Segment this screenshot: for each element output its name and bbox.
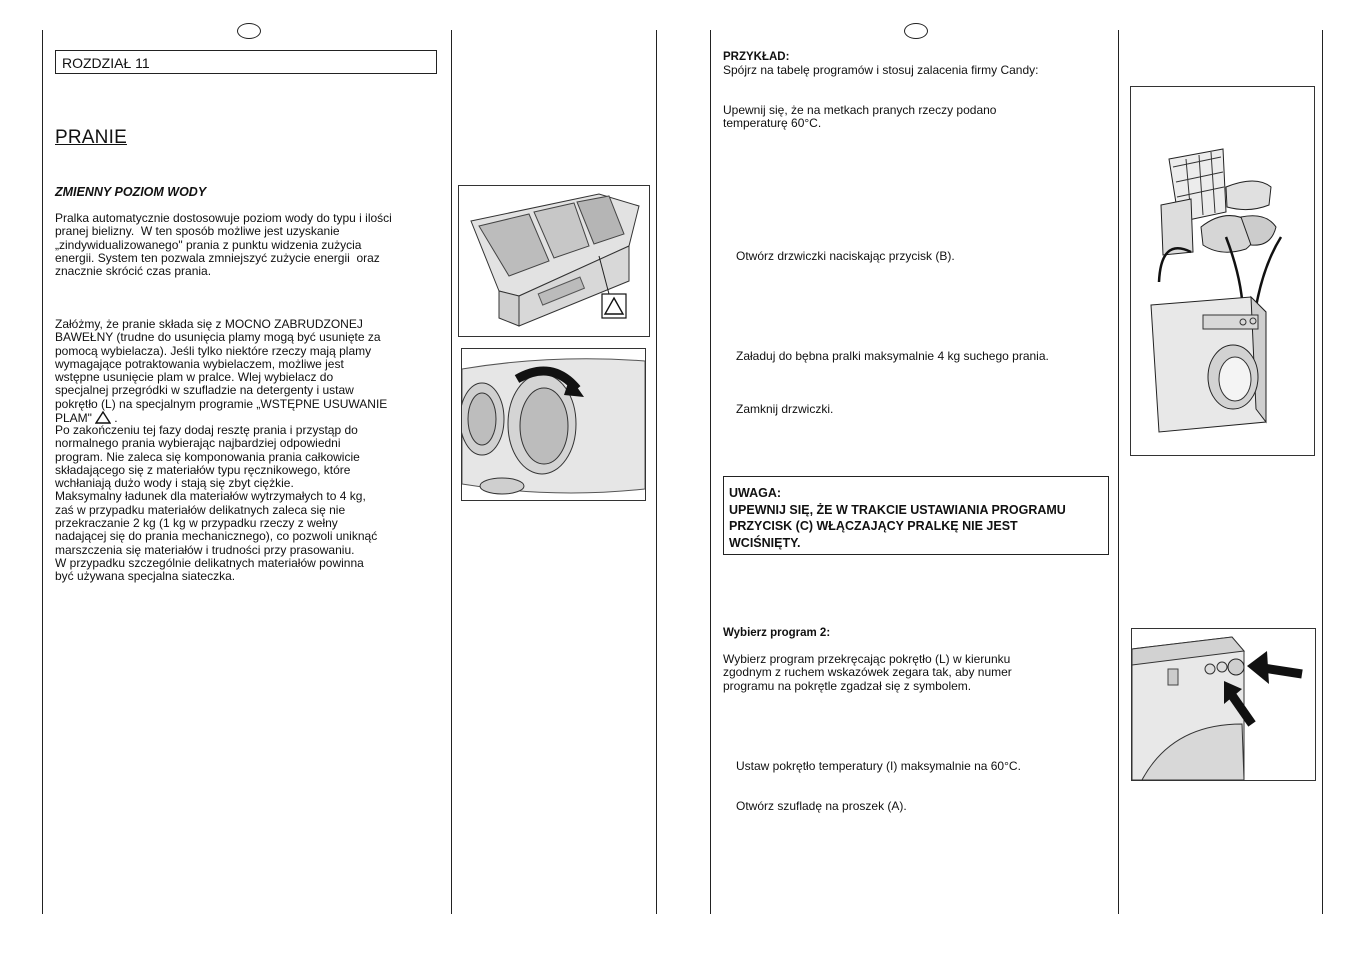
left-page-edge-line bbox=[656, 30, 657, 914]
step-load-drum: Załaduj do bębna pralki maksymalnie 4 kg suchego prania. bbox=[736, 349, 1049, 363]
right-column-divider bbox=[1118, 30, 1119, 914]
program-knob-figure bbox=[461, 348, 646, 501]
right-page-margin-line bbox=[710, 30, 711, 914]
step-set-temperature: Ustaw pokrętło temperatury (I) maksymalnie na 60°C. bbox=[736, 759, 1021, 773]
warning-box: UWAGA: UPEWNIJ SIĘ, ŻE W TRAKCIE USTAWIANIA PROGRAMU PRZYCISK (C) WŁĄCZAJĄCY PRALKĘ NIE JEST WCIŚNIĘTY. bbox=[723, 476, 1109, 555]
step-open-drawer: Otwórz szufladę na proszek (A). bbox=[736, 799, 907, 813]
step-open-door: Otwórz drzwiczki naciskając przycisk (B). bbox=[736, 249, 955, 263]
section-heading: ZMIENNY POZIOM WODY bbox=[55, 185, 207, 199]
page-title: PRANIE bbox=[55, 127, 127, 148]
paragraph-stain-removal-text: Załóżmy, że pranie składa się z MOCNO ZABRUDZONEJ BAWEŁNY (trudne do usunięcia plamy mogą być usunięte za pomocą wybielacza). Jeśli tylko niektóre rzeczy mają plamy wymagające potraktowania wybielaczem, możliwe jest wstępne usunięcie plam w pralce. Wlej wybielacz do specjalnej przegródki w szufladzie na detergenty i ustaw pokrętło (L) na specjalnym programie „WSTĘPNE USUWANIE PLAM" bbox=[55, 317, 388, 426]
paragraph-water-level: Pralka automatycznie dostosowuje poziom wody do typu i ilości pranej bielizny. W ten sposób możliwe jest uzyskanie „zindywidualizowanego" prania z punktu widzenia zużycia energii. System ten pozwala zmniejszyć zużycie energii oraz znacznie skrócić czas prania. bbox=[55, 211, 392, 279]
language-badge-right bbox=[904, 23, 928, 39]
example-text: Spójrz na tabelę programów i stosuj zalacenia firmy Candy: bbox=[723, 63, 1039, 77]
step-select-program: Wybierz program przekręcając pokrętło (L) w kierunku zgodnym z ruchem wskazówek zegara tak, aby numer programu na pokrętle zgadzał się z symbolem. bbox=[723, 652, 1012, 693]
example-label: PRZYKŁAD: bbox=[723, 51, 790, 63]
laundry-loading-figure bbox=[1130, 86, 1315, 456]
right-page-edge-line bbox=[1322, 30, 1323, 914]
step-close-door: Zamknij drzwiczki. bbox=[736, 402, 834, 416]
chapter-box: ROZDZIAŁ 11 bbox=[55, 50, 437, 74]
paragraph-stain-removal: Załóżmy, że pranie składa się z MOCNO ZABRUDZONEJ BAWEŁNY (trudne do usunięcia plamy mogą być usunięte za pomocą wybielacza). Jeśli tylko niektóre rzeczy mają plamy wymagające potraktowania wybielaczem, możliwe jest wstępne usunięcie plam w pralce. Wlej wybielacz do specjalnej przegródki w szufladzie na detergenty i ustaw pokrętło (L) na specjalnym programie „WSTĘPNE USUWANIE PLAM" . bbox=[55, 317, 388, 426]
left-column-divider bbox=[451, 30, 452, 914]
left-page-margin-line bbox=[42, 30, 43, 914]
paragraph-load-advice: Po zakończeniu tej fazy dodaj resztę prania i przystąp do normalnego prania wybierając najbardziej odpowiedni program. Nie zaleca się komponowania prania całkowicie składającego się z materiałów typu ręcznikowego, które wchłaniają dużo wody i stają się zbyt ciężkie. Maksymalny ładunek dla materiałów wytrzymałych to 4 kg, zaś w przypadku materiałów delikatnych zaleca się nie przekraczanie 2 kg (1 kg w przypadku rzeczy z wełny nadającej się do prania mechanicznego), co pozwoli uniknąć marszczenia się materiałów i trudności przy prasowaniu. W przypadku szczególnie delikatnych materiałów powinna być używana specjalna siateczka. bbox=[55, 423, 378, 584]
step-check-labels: Upewnij się, że na metkach pranych rzeczy podano temperaturę 60°C. bbox=[723, 103, 997, 131]
program-heading: Wybierz program 2: bbox=[723, 627, 831, 639]
control-panel-figure bbox=[1131, 628, 1316, 781]
language-badge-left bbox=[237, 23, 261, 39]
detergent-drawer-figure bbox=[458, 185, 650, 337]
